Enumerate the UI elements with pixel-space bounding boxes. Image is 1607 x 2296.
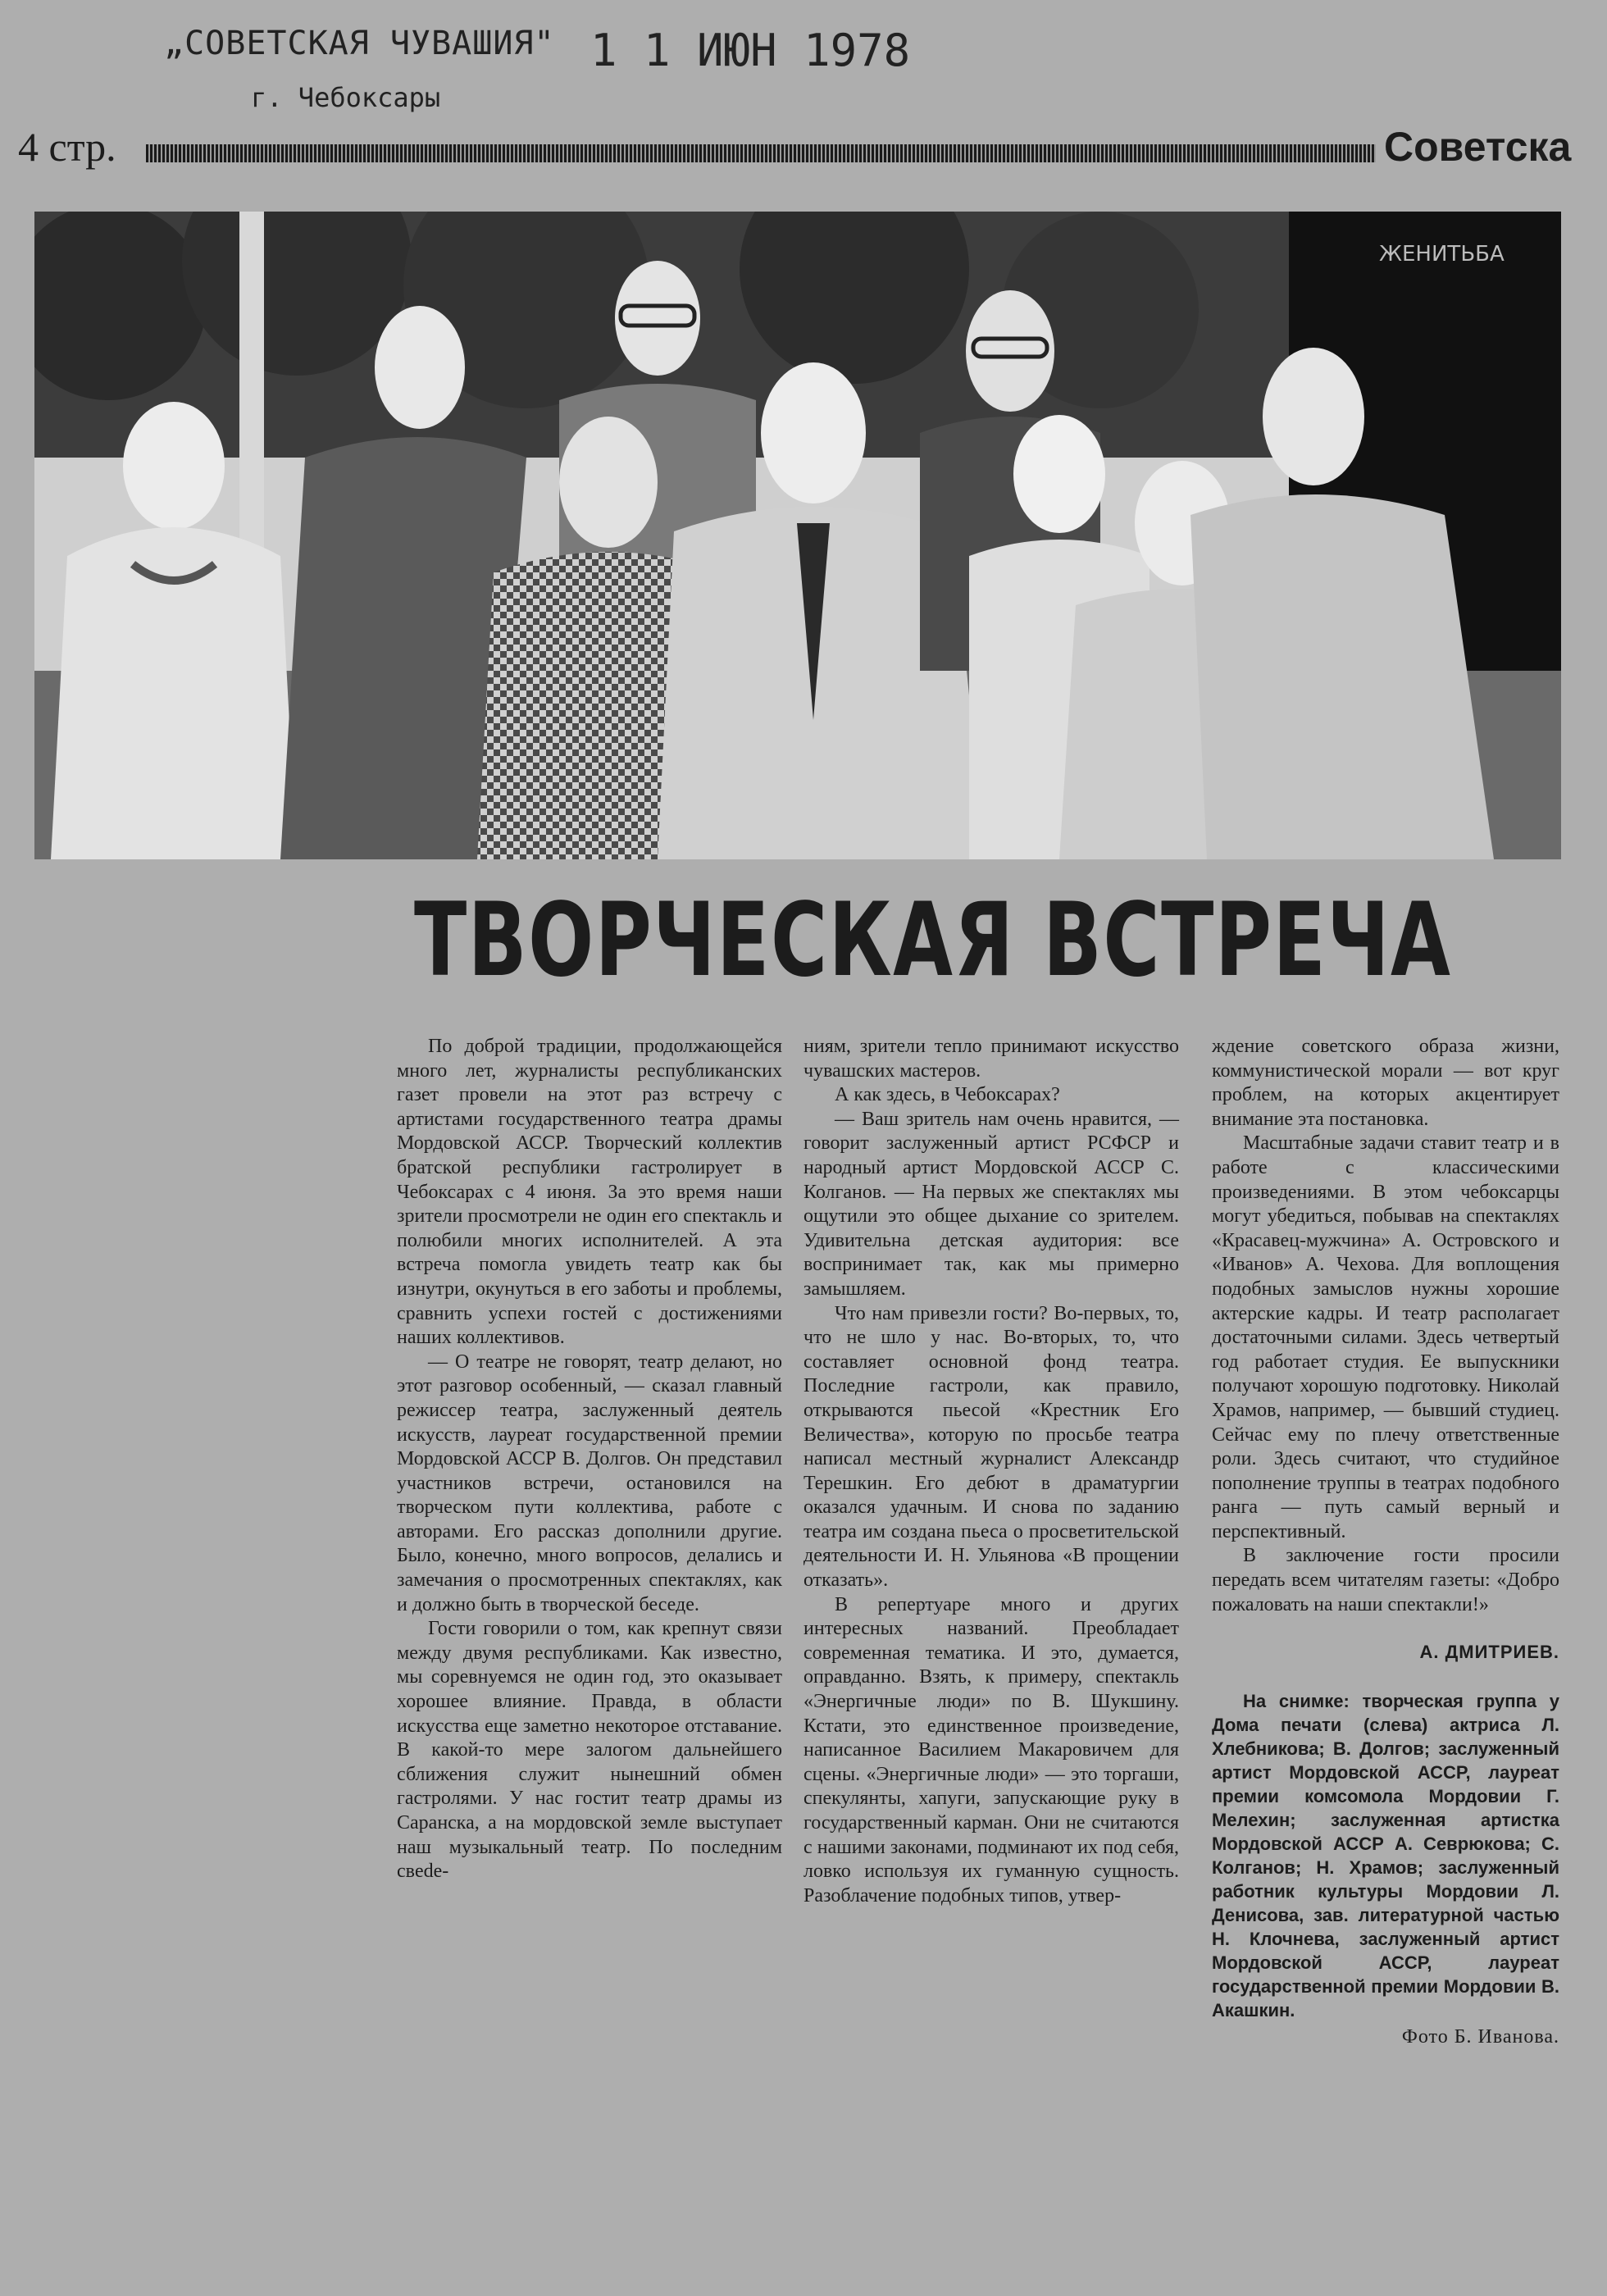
article-headline: ТВОРЧЕСКАЯ ВСТРЕЧА (414, 882, 1452, 1000)
page-number: 4 стр. (18, 124, 116, 170)
paragraph: А как здесь, в Чебоксарах? (835, 1084, 1060, 1106)
person-2-face (375, 306, 465, 429)
person-5-face (761, 362, 866, 503)
paragraph: По доброй традиции, продолжающейся много лет, журналисты республиканских газет провели на этот раз встречу с артистами государственного театра драмы Мордовской АССР. Творческий коллектив братской республики гастролирует в Чебоксарах с 4 июня. За это время наши зрители просмотрели не один его спектакль и полюбили многих исполнителей. А эта встреча помогла увидеть театр как бы изнутри, окунуться в его заботы и проблемы, сравнить успехи гостей с достижениями наших коллективов. (397, 1036, 782, 1349)
masthead: Советска (1384, 124, 1572, 170)
paragraph: ждение советского образа жизни, коммунистической морали — вот круг проблем, на которых акцентирует внимание эта постановка. (1212, 1036, 1559, 1130)
date-stamp: 1 1 ИЮН 1978 (590, 25, 911, 76)
person-3-face (615, 261, 700, 376)
paragraph: Гости говорили о том, как крепнут связи между двумя республиками. Как известно, мы соревнуемся не один год, это оказывает хорошее влияние. Правда, в области искусства еще заметно некоторое отставание. В какой-то мере залогом дальнейшего сближения служит нынешний обмен гастролями. У нас гостит театр драмы из Саранска, а на мордовской земле выступает наш музыкальный театр. По последним свede- (397, 1618, 782, 1883)
poster-text: ЖЕНИТЬБА (1379, 242, 1505, 266)
paragraph: В заключение гости просили передать всем читателям газеты: «Добро пожаловать на наши спектакли!» (1212, 1545, 1559, 1615)
paragraph: В репертуаре много и других интересных названий. Преобладает современная тематика. И это, думается, оправданно. Взять, к примеру, спектакль «Энергичные люди» по В. Шукшину. Кстати, это единственное произведение, написанное Василием Макаровичем для сцены. «Энергичные люди» — это торгаши, спекулянты, хапуги, запускающие руку в государственный карман. Они не считаются с нашими законами, подминают их под себя, ловко используя их гуманную сущность. Разоблачение подобных типов, утвер- (804, 1593, 1179, 1906)
paragraph: — Ваш зритель нам очень нравится, — говорит заслуженный артист РСФСР и народный артист Мордовской АССР С. Колганов. — На первых же спектаклях мы ощутили это общее дыхание со зрителем. Удивительна детская аудитория: все воспринимает так, как мы примерно замышляем. (804, 1108, 1179, 1300)
group-photo (34, 212, 1561, 859)
person-4-face (559, 417, 658, 548)
photo-caption: На снимке: творческая группа у Дома печати (слева) актриса Л. Хлебникова; В. Долгов; заслуженный артист Мордовской АССР, лауреат премии комсомола Мордовии Г. Мелехин; заслуженная артистка Мордовской АССР А. Севрюкова; С. Колганов; Н. Храмов; заслуженный работник культуры Мордовии Л. Денисова, зав. литературной частью Н. Клочнева, заслуженный артист Мордовской АССР, лауреат государственной премии Мордовии В. Акашкин. (1212, 1690, 1559, 2020)
paragraph: Масштабные задачи ставит театр и в работе с классическими произведениями. В этом чебоксарцы могут убедиться, побывав на спектаклях «Красавец-мужчина» А. Островского и «Иванов» А. Чехова. Для воплощения подобных замыслов нужны хорошие актерские кадры. И театр располагает достаточными силами. Здесь четвертый год работает студия. Ее выпускники получают хорошую подготовку. Николай Храмов, например, — бывший студиец. Сейчас ему по плечу ответственные роли. Здесь считают, что студийное пополнение труппы в театрах подобного ранга — путь самый верный и перспективный. (1212, 1132, 1559, 1542)
article-column-3 (1212, 1035, 1559, 2049)
city-stamp: г. Чебоксары (251, 82, 441, 113)
person-9-body (1190, 494, 1494, 859)
person-9-face (1263, 348, 1364, 485)
photo-credit: Фото Б. Иванова. (1401, 2025, 1559, 2048)
paragraph: ниям, зрители тепло принимают искусство чувашских мастеров. (804, 1036, 1179, 1082)
author-signature: А. ДМИТРИЕВ. (1419, 1642, 1559, 1663)
person-7-face (1013, 415, 1105, 533)
header-rule (146, 144, 1376, 162)
person-6-face (966, 290, 1054, 412)
article-column-1 (397, 1035, 782, 1884)
person-1-face (123, 402, 225, 530)
article-column-2 (804, 1035, 1179, 1908)
paragraph: Что нам привезли гости? Во-первых, то, что не шло у нас. Во-вторых, то, что составляет основной фонд театра. Последние гастроли, как правило, открываются пьесой «Крестник Его Величества», которую по просьбе театра написал местный журналист Александр Терешкин. Его дебют в драматургии оказался удачным. И снова по заданию театра им создана пьеса о просветительской деятельности И. Н. Ульянова «В прощении отказать». (804, 1302, 1179, 1592)
newspaper-name-stamp: „СОВЕТСКАЯ ЧУВАШИЯ" (164, 25, 555, 62)
paragraph: — О театре не говорят, театр делают, но этот разговор особенный, — сказал главный режиссер театра, заслуженный деятель искусств, лауреат государственной премии Мордовской АССР В. Долгов. Он представил участников встречи, остановился на творческом пути коллектива, работе с авторами. Его рассказ дополнили другие. Было, конечно, много вопросов, делались и замечания о просмотренных спектаклях, как и должно быть в творческой беседе. (397, 1351, 782, 1615)
